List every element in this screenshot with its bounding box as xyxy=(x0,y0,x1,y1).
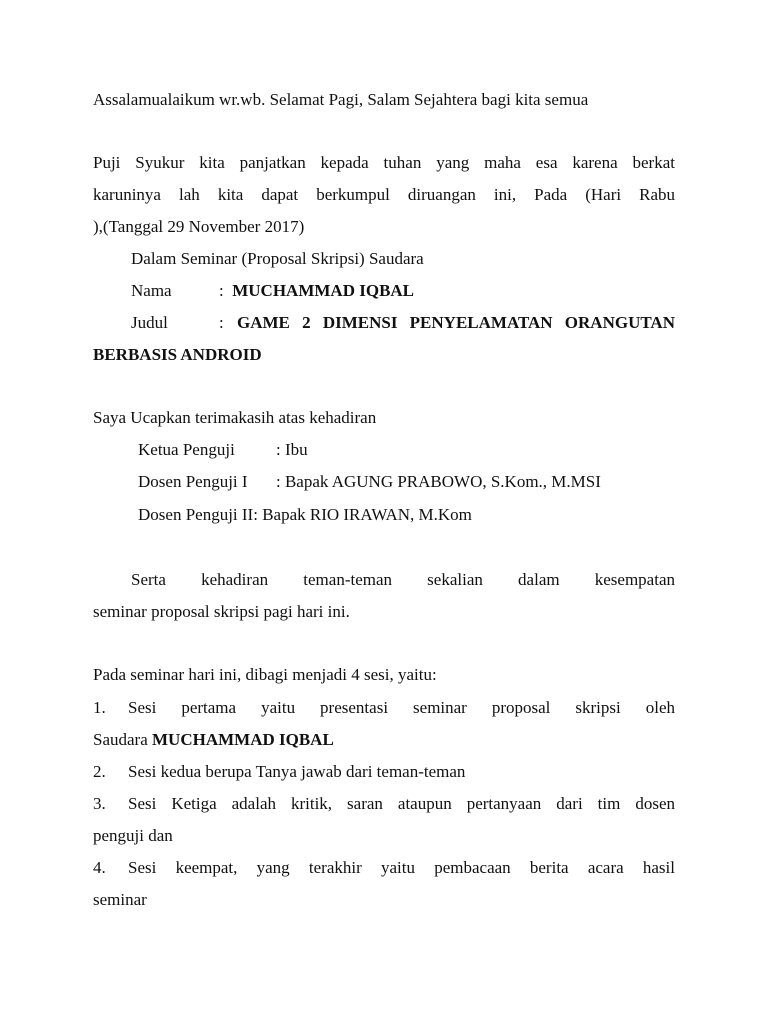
title-label: Judul xyxy=(131,313,168,332)
examiner-label: Ketua Penguji xyxy=(138,440,235,459)
session-continuation: seminar xyxy=(93,890,147,909)
intro-line-1: Puji Syukur kita panjatkan kepada tuhan yang maha esa karena berkat xyxy=(93,153,675,172)
session-text: Saudara xyxy=(93,730,153,749)
name-label: Nama xyxy=(131,281,172,300)
examiner-row xyxy=(138,503,675,527)
name-separator: : xyxy=(219,281,224,300)
name-row xyxy=(131,279,675,303)
intro-line-3: ),(Tanggal 29 November 2017) xyxy=(93,217,305,236)
examiner-value: : Ibu xyxy=(276,440,308,459)
session-item xyxy=(93,792,675,816)
session-number: 2. xyxy=(93,762,106,781)
student-name: MUCHAMMAD IQBAL xyxy=(232,281,415,300)
session-continuation xyxy=(93,728,675,752)
seminar-line: Dalam Seminar (Proposal Skripsi) Saudara xyxy=(131,249,424,268)
session-number: 1. xyxy=(93,698,106,717)
session-item xyxy=(93,760,675,784)
session-number: 4. xyxy=(93,858,106,877)
session-text: Sesi pertama yaitu presentasi seminar proposal skripsi oleh xyxy=(128,698,675,717)
title-line-2: BERBASIS ANDROID xyxy=(93,345,262,364)
session-continuation: penguji dan xyxy=(93,826,173,845)
greeting: Assalamualaikum wr.wb. Selamat Pagi, Salam Sejahtera bagi kita semua xyxy=(93,90,589,109)
session-item xyxy=(93,856,675,880)
session-number: 3. xyxy=(93,794,106,813)
student-name: MUCHAMMAD IQBAL xyxy=(152,730,334,749)
examiner-label: Dosen Penguji I xyxy=(138,472,248,491)
examiner-row xyxy=(138,438,675,462)
session-text: Sesi kedua berupa Tanya jawab dari teman-teman xyxy=(128,762,466,781)
title-row xyxy=(131,311,675,335)
session-text: Sesi Ketiga adalah kritik, saran ataupun pertanyaan dari tim dosen xyxy=(128,794,675,813)
intro-line-2: karuninya lah kita dapat berkumpul diruangan ini, Pada (Hari Rabu xyxy=(93,185,675,204)
friends-line-1: Serta kehadiran teman-teman sekalian dalam kesempatan xyxy=(131,570,675,589)
session-item xyxy=(93,696,675,720)
title-line-1: GAME 2 DIMENSI PENYELAMATAN ORANGUTAN xyxy=(237,313,675,332)
examiner-label: Dosen Penguji II xyxy=(138,505,254,524)
examiner-row xyxy=(138,470,675,494)
session-text: Sesi keempat, yang terakhir yaitu pembacaan berita acara hasil xyxy=(128,858,675,877)
examiner-value: : Bapak AGUNG PRABOWO, S.Kom., M.MSI xyxy=(276,472,601,491)
sessions-intro: Pada seminar hari ini, dibagi menjadi 4 sesi, yaitu: xyxy=(93,665,437,684)
examiner-value: : Bapak RIO IRAWAN, M.Kom xyxy=(253,505,472,524)
friends-line-2: seminar proposal skripsi pagi hari ini. xyxy=(93,602,350,621)
thanks-line: Saya Ucapkan terimakasih atas kehadiran xyxy=(93,408,377,427)
title-separator: : xyxy=(219,313,224,332)
